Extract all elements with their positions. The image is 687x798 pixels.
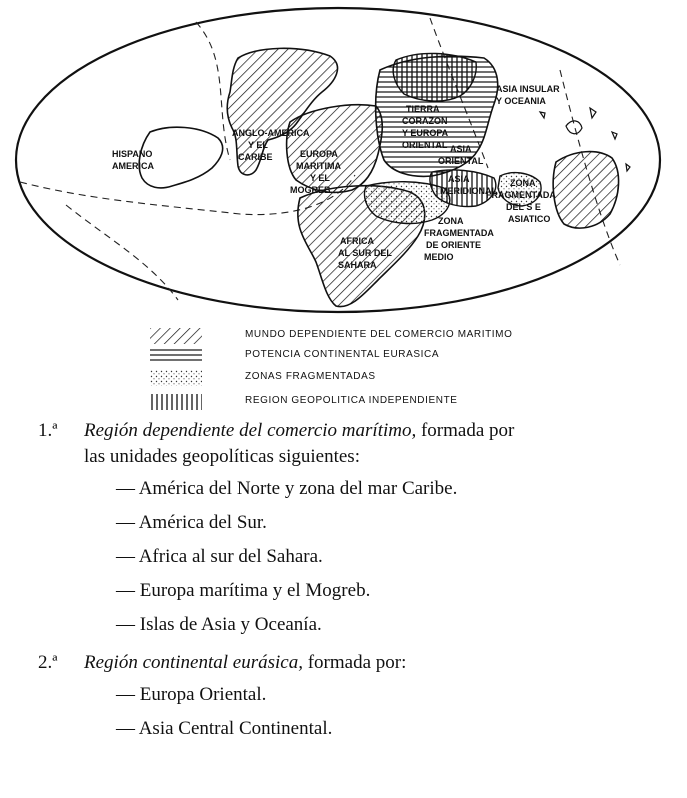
list-item: — Asia Central Continental. — [116, 718, 333, 739]
section-1-title-rest: formada por — [416, 420, 515, 441]
legend-label: ZONAS FRAGMENTADAS — [245, 371, 376, 382]
map-label-europa-maritima: EUROPA MARITIMA Y EL MOGREB — [290, 149, 341, 195]
map-label-zona-se: ZONA FRAGMENTADA DEL S E ASIATICO — [486, 178, 556, 224]
legend-row-dependiente — [150, 326, 513, 346]
map-label-asia-meridional: ASIA MERIDIONAL — [440, 174, 497, 196]
list-item: — Africa al sur del Sahara. — [116, 546, 323, 567]
map-label-hispano-america: HISPANO AMERICA — [112, 149, 154, 171]
map-label-asia-oriental: ASIA ORIENTAL — [438, 144, 484, 166]
map-label-tierra-corazon: TIERRA CORAZON Y EUROPA ORIENTAL — [402, 104, 449, 150]
section-1-heading — [84, 418, 514, 444]
asia-oriental-shape — [393, 53, 476, 101]
section-1-continuation: las unidades geopolíticas siguientes: — [84, 446, 360, 467]
legend-label: MUNDO DEPENDIENTE DEL COMERCIO MARITIMO — [245, 329, 513, 340]
section-1-title: Región dependiente del comercio marítimo, — [84, 420, 417, 441]
map-label-asia-insular: ASIA INSULAR Y OCEANIA — [496, 84, 560, 106]
section-2-title: Región continental eurásica, — [84, 652, 303, 673]
list-item: — América del Sur. — [116, 512, 267, 533]
section-1-number: 1.ª — [38, 420, 58, 441]
legend-swatch-dotted — [150, 370, 202, 386]
map-label-zona-medio: ZONA FRAGMENTADA DE ORIENTE MEDIO — [424, 216, 494, 262]
legend-row-fragmentadas — [150, 368, 376, 388]
legend-swatch-horizontal — [150, 348, 202, 364]
list-item: — América del Norte y zona del mar Caribe. — [116, 478, 458, 499]
section-2-title-rest: formada por: — [302, 652, 407, 673]
legend-swatch-vertical — [150, 394, 202, 410]
legend-label: REGION GEOPOLITICA INDEPENDIENTE — [245, 395, 458, 406]
section-2-number: 2.ª — [38, 652, 58, 673]
list-item: — Islas de Asia y Oceanía. — [116, 614, 322, 635]
legend-row-continental — [150, 346, 440, 366]
legend-row-independiente — [150, 392, 458, 412]
legend-label: POTENCIA CONTINENTAL EURASICA — [245, 349, 440, 360]
list-item: — Europa marítima y el Mogreb. — [116, 580, 371, 601]
section-2-heading — [84, 650, 406, 676]
map-label-africa: AFRICA AL SUR DEL SAHARA — [338, 236, 392, 270]
legend-swatch-diagonal — [150, 328, 202, 344]
list-item: — Europa Oriental. — [116, 684, 267, 705]
map-label-anglo-america: ANGLO-AMERICA Y EL CARIBE — [232, 128, 310, 162]
world-geopolitical-map — [0, 0, 687, 322]
